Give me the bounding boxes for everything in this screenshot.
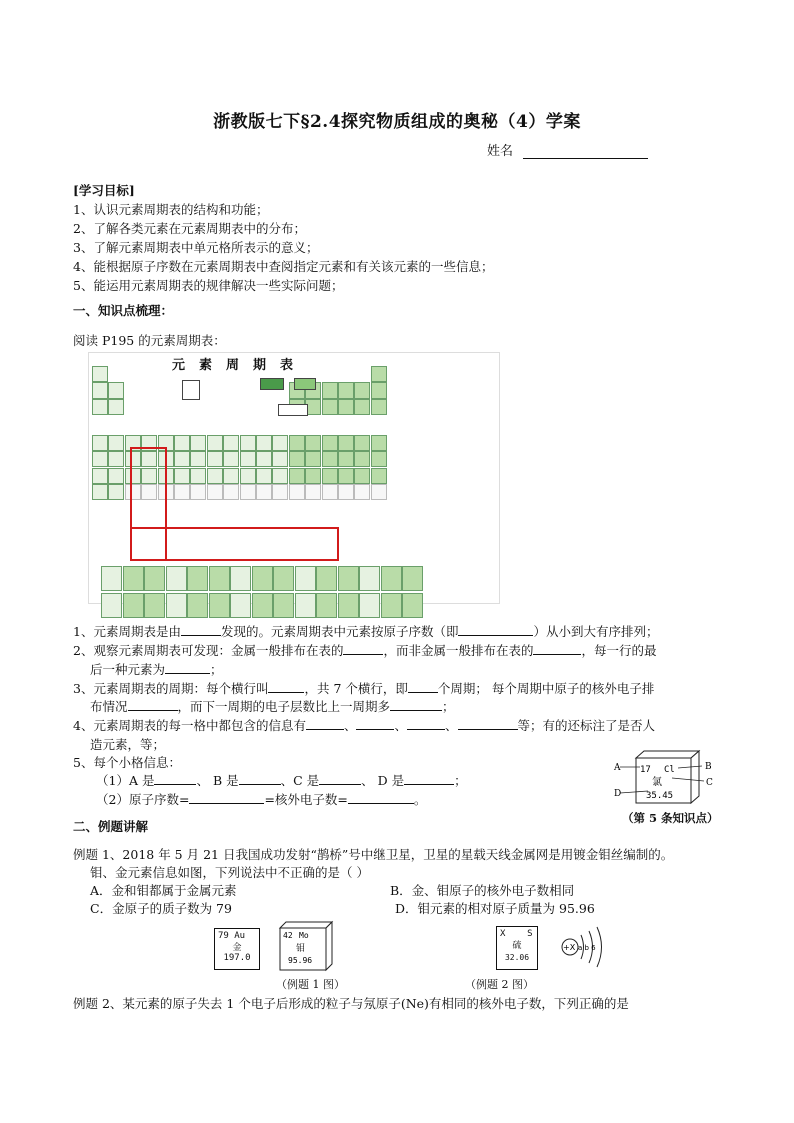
periodic-cell xyxy=(174,484,190,500)
option-d[interactable]: D．钼元素的相对原子质量为 95.96 xyxy=(395,901,595,916)
periodic-cell-f-block xyxy=(166,566,187,591)
blank[interactable] xyxy=(268,680,304,693)
periodic-cell xyxy=(305,435,321,451)
question-1: 1、元素周期表是由 发现的。元素周期表中元素按原子序数（即 ）从小到大有序排列； xyxy=(73,624,659,639)
periodic-cell xyxy=(92,435,108,451)
objective-item: 4、能根据原子序数在元素周期表中查阅指定元素和有关该元素的一些信息； xyxy=(73,259,494,274)
cell-name: 氯 xyxy=(652,777,662,788)
periodic-cell xyxy=(207,468,223,484)
periodic-cell xyxy=(289,484,305,500)
periodic-cell xyxy=(354,399,370,415)
label-a: A xyxy=(614,763,621,773)
blank[interactable] xyxy=(306,717,344,730)
periodic-cell xyxy=(240,451,256,467)
svg-text:42: 42 xyxy=(283,931,293,940)
question-2-cont: 后一种元素为 ； xyxy=(90,662,223,677)
objective-item: 3、了解元素周期表中单元格所表示的意义； xyxy=(73,240,319,255)
blank[interactable] xyxy=(408,680,438,693)
periodic-cell-f-block xyxy=(252,566,273,591)
periodic-cell xyxy=(272,468,288,484)
example2-figure-caption: （例题 2 图） xyxy=(465,978,534,991)
periodic-cell-f-block xyxy=(402,566,423,591)
periodic-cell xyxy=(322,468,338,484)
element-cell-figure xyxy=(612,748,722,808)
cell-mass: 35.45 xyxy=(646,791,674,801)
objective-item: 5、能运用元素周期表的规律解决一些实际问题； xyxy=(73,278,344,293)
periodic-cell xyxy=(371,382,387,398)
blank[interactable] xyxy=(458,623,533,636)
periodic-cell xyxy=(338,484,354,500)
periodic-cell xyxy=(108,399,124,415)
periodic-cell xyxy=(240,468,256,484)
periodic-cell-f-block xyxy=(338,566,359,591)
question-2: 2、观察元素周期表可发现：金属一般排布在表的 ，而非金属一般排布在表的 ，每一行的最 xyxy=(73,643,657,658)
periodic-cell-f-block xyxy=(187,566,208,591)
blank[interactable] xyxy=(128,698,178,711)
question-3: 3、元素周期表的周期：每个横行叫 ，共 7 个横行，即 个周期； 每个周期中原子的核外电子排 xyxy=(73,681,655,696)
svg-text:95.96: 95.96 xyxy=(288,956,313,965)
question-5: 5、每个小格信息： xyxy=(73,755,181,770)
periodic-cell xyxy=(256,484,272,500)
periodic-cell-f-block xyxy=(381,593,402,618)
label-b: B xyxy=(705,762,712,772)
periodic-cell xyxy=(354,484,370,500)
periodic-cell xyxy=(322,435,338,451)
section2-heading: 二、例题讲解 xyxy=(73,819,149,834)
periodic-cell xyxy=(272,435,288,451)
periodic-cell xyxy=(207,451,223,467)
periodic-cell xyxy=(272,484,288,500)
periodic-cell xyxy=(108,451,124,467)
periodic-cell xyxy=(289,451,305,467)
periodic-cell xyxy=(305,451,321,467)
section1-heading: 一、知识点梳理： xyxy=(73,303,174,318)
option-b[interactable]: B．金、钼原子的核外电子数相同 xyxy=(390,883,575,898)
periodic-cell xyxy=(256,435,272,451)
periodic-cell xyxy=(289,468,305,484)
example2-text: 例题 2、某元素的原子失去 1 个电子后形成的粒子与氖原子(Ne)有相同的核外电子数，下列正确的是 xyxy=(73,996,629,1011)
periodic-cell-f-block xyxy=(359,566,380,591)
option-a[interactable]: A．金和钼都属于金属元素 xyxy=(90,883,237,898)
periodic-cell xyxy=(354,451,370,467)
name-blank[interactable] xyxy=(523,145,648,159)
question-5-1: （1）A 是 、 B 是 、C 是 、 D 是 ； xyxy=(96,773,467,788)
periodic-cell xyxy=(338,468,354,484)
sulfur-cell: X S 硫 32.06 xyxy=(496,926,538,970)
periodic-cell-f-block xyxy=(101,566,122,591)
periodic-cell xyxy=(338,451,354,467)
blank[interactable] xyxy=(239,772,281,785)
blank[interactable] xyxy=(458,717,518,730)
svg-text:Mo: Mo xyxy=(299,931,309,940)
blank[interactable] xyxy=(407,717,445,730)
example1-question: 钼、金元素信息如图，下列说法中不正确的是（ ） xyxy=(90,865,369,880)
periodic-cell-f-block xyxy=(187,593,208,618)
periodic-cell-f-block xyxy=(295,566,316,591)
periodic-cell-f-block xyxy=(144,566,165,591)
legend-metal-swatch xyxy=(260,378,284,390)
highlight-box-bottom xyxy=(130,527,339,561)
legend-key-cell xyxy=(182,380,200,400)
periodic-cell xyxy=(108,435,124,451)
periodic-cell xyxy=(322,399,338,415)
periodic-cell-f-block xyxy=(166,593,187,618)
periodic-cell xyxy=(108,468,124,484)
svg-text:a b 6: a b 6 xyxy=(578,944,596,952)
legend-artificial-swatch xyxy=(278,404,308,416)
label-c: C xyxy=(706,778,713,788)
periodic-cell-f-block xyxy=(338,593,359,618)
periodic-cell-f-block xyxy=(273,566,294,591)
example1-text: 例题 1、2018 年 5 月 21 日我国成功发射“鹊桥”号中继卫星，卫星的星载天线金属网是用镀金钼丝编制的。 xyxy=(73,847,674,862)
name-label: 姓名 xyxy=(487,144,514,159)
periodic-cell xyxy=(371,468,387,484)
periodic-cell-f-block xyxy=(101,593,122,618)
periodic-cell xyxy=(256,451,272,467)
periodic-cell-f-block xyxy=(123,593,144,618)
periodic-cell xyxy=(174,468,190,484)
periodic-cell xyxy=(256,468,272,484)
periodic-cell xyxy=(322,484,338,500)
periodic-cell xyxy=(354,468,370,484)
periodic-table-title: 元素周期表 xyxy=(172,358,308,373)
periodic-cell xyxy=(240,484,256,500)
periodic-cell xyxy=(305,468,321,484)
periodic-cell xyxy=(322,451,338,467)
periodic-cell-f-block xyxy=(316,593,337,618)
periodic-cell xyxy=(338,382,354,398)
periodic-cell xyxy=(92,468,108,484)
cell-figure-caption: （第 5 条知识点） xyxy=(622,811,719,825)
periodic-cell xyxy=(207,484,223,500)
periodic-cell-f-block xyxy=(402,593,423,618)
periodic-cell xyxy=(108,382,124,398)
periodic-cell xyxy=(354,435,370,451)
periodic-cell xyxy=(223,435,239,451)
periodic-cell xyxy=(289,435,305,451)
periodic-cell-f-block xyxy=(144,593,165,618)
question-5-2: （2）原子序数= =核外电子数= 。 xyxy=(96,792,427,807)
periodic-cell-f-block xyxy=(252,593,273,618)
blank[interactable] xyxy=(390,698,442,711)
periodic-cell xyxy=(338,399,354,415)
periodic-cell xyxy=(371,435,387,451)
example1-figure-caption: （例题 1 图） xyxy=(276,978,345,991)
objective-item: 2、了解各类元素在元素周期表中的分布； xyxy=(73,221,306,236)
objectives-heading: [学习目标] xyxy=(73,183,135,198)
blank[interactable] xyxy=(404,772,454,785)
periodic-cell-f-block xyxy=(359,593,380,618)
periodic-cell-f-block xyxy=(295,593,316,618)
page-title: 浙教版七下§2.4探究物质组成的奥秘（4）学案 xyxy=(213,112,581,132)
blank[interactable] xyxy=(348,791,414,804)
periodic-cell xyxy=(92,366,108,382)
periodic-cell xyxy=(371,451,387,467)
periodic-cell xyxy=(92,382,108,398)
question-3-cont: 布情况 ，而下一周期的电子层数比上一周期多 ； xyxy=(90,699,455,714)
objective-item: 1、认识元素周期表的结构和功能； xyxy=(73,202,269,217)
periodic-cell xyxy=(272,451,288,467)
periodic-cell-f-block xyxy=(273,593,294,618)
molybdenum-cell xyxy=(274,920,340,972)
periodic-cell xyxy=(223,451,239,467)
cell-symbol: Cl xyxy=(664,765,675,775)
name-field[interactable] xyxy=(487,140,648,159)
periodic-cell xyxy=(92,399,108,415)
blank[interactable] xyxy=(165,661,210,674)
periodic-cell-f-block xyxy=(230,566,251,591)
blank[interactable] xyxy=(319,772,361,785)
read-instruction: 阅读 P195 的元素周期表： xyxy=(73,333,226,348)
periodic-cell-f-block xyxy=(316,566,337,591)
label-d: D xyxy=(614,789,622,799)
blank[interactable] xyxy=(356,717,394,730)
legend-nonmetal-swatch xyxy=(294,378,316,390)
periodic-cell xyxy=(190,484,206,500)
periodic-cell xyxy=(190,468,206,484)
periodic-cell xyxy=(240,435,256,451)
periodic-cell xyxy=(190,451,206,467)
periodic-cell-f-block xyxy=(209,593,230,618)
blank[interactable] xyxy=(181,623,221,636)
blank[interactable] xyxy=(343,642,383,655)
periodic-cell xyxy=(305,484,321,500)
blank[interactable] xyxy=(533,642,581,655)
svg-text:钼: 钼 xyxy=(296,944,306,954)
periodic-cell xyxy=(371,366,387,382)
periodic-cell xyxy=(322,382,338,398)
svg-text:+X: +X xyxy=(563,943,576,952)
periodic-cell xyxy=(223,468,239,484)
periodic-cell xyxy=(92,451,108,467)
gold-cell: 79 Au 金 197.0 xyxy=(214,928,260,970)
periodic-cell-f-block xyxy=(123,566,144,591)
periodic-cell xyxy=(371,484,387,500)
periodic-cell xyxy=(207,435,223,451)
periodic-cell xyxy=(223,484,239,500)
blank[interactable] xyxy=(154,772,196,785)
periodic-cell xyxy=(174,435,190,451)
periodic-cell xyxy=(354,382,370,398)
cell-number: 17 xyxy=(640,765,651,775)
periodic-cell xyxy=(190,435,206,451)
periodic-cell-f-block xyxy=(230,593,251,618)
question-4: 4、元素周期表的每一格中都包含的信息有 、 、 、 等；有的还标注了是否人 xyxy=(73,718,656,733)
periodic-cell xyxy=(371,399,387,415)
option-c[interactable]: C．金原子的质子数为 79 xyxy=(90,901,232,916)
periodic-cell xyxy=(174,451,190,467)
periodic-cell-f-block xyxy=(209,566,230,591)
periodic-cell xyxy=(108,484,124,500)
periodic-cell xyxy=(92,484,108,500)
periodic-cell-f-block xyxy=(381,566,402,591)
question-4-cont: 造元素，等； xyxy=(90,737,166,752)
periodic-cell xyxy=(338,435,354,451)
atom-structure-diagram xyxy=(556,924,608,970)
blank[interactable] xyxy=(189,791,264,804)
